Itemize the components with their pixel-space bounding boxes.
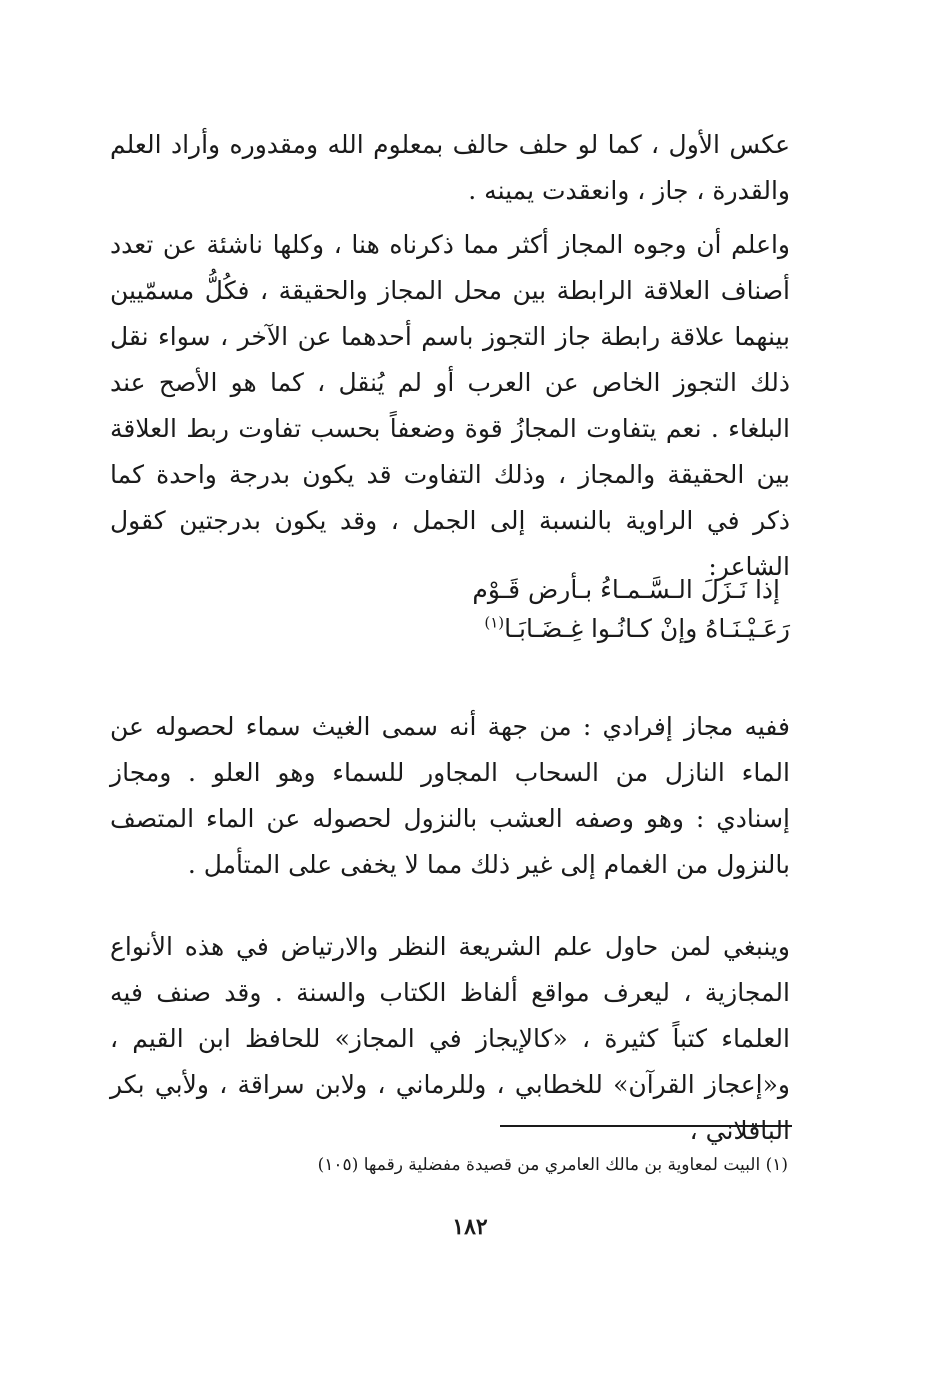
verse-second-hemistich xyxy=(484,609,790,649)
footnote: (١) البيت لمعاوية بن مالك العامري من قصيدة مفضلية رقمها (١٠٥) xyxy=(317,1155,788,1175)
paragraph-3: ففيه مجاز إفرادي : من جهة أنه سمى الغيث سماء لحصوله عن الماء النازل من السحاب المجاور للسماء وهو العلو . ومجاز إسنادي : وهو وصفه العشب بالنزول لحصوله عن الماء المتصف بالنزول من الغمام إلى غير ذلك مما لا يخفى على المتأمل . xyxy=(110,712,790,879)
page-number: ١٨٢ xyxy=(452,1214,488,1240)
paragraph-4: وينبغي لمن حاول علم الشريعة النظر والارتياض في هذه الأنواع المجازية ، ليعرف مواقع ألفاظ الكتاب والسنة . وقد صنف فيه العلماء كتباً كثيرة ، «كالإيجاز في المجاز» للحافظ ابن القيم ، و«إعجاز القرآن» للخطابي ، وللرماني ، ولابن سراقة ، ولأبي بكر الباقلاني ، xyxy=(110,932,790,1145)
verse-second-hemistich-text: رَعَـيْـنَـاهُ وإنْ كـانُـوا غِـضَـابَـا xyxy=(504,614,790,643)
paragraph-1: عكس الأول ، كما لو حلف حالف بمعلوم الله ومقدوره وأراد العلم والقدرة ، جاز ، وانعقدت يمينه . xyxy=(110,130,790,205)
footnote-marker: (١) xyxy=(484,613,505,632)
footnote-divider xyxy=(500,1125,792,1127)
verse-first-hemistich: إذا نَـزَلَ الـسَّـمـاءُ بـأرض قَـوْم xyxy=(472,575,780,604)
paragraph-2: واعلم أن وجوه المجاز أكثر مما ذكرناه هنا ، وكلها ناشئة عن تعدد أصناف العلاقة الرابطة بين محل المجاز والحقيقة ، فكُلُّ مسمّيين بينهما علاقة رابطة جاز التجوز باسم أحدهما عن الآخر ، سواء نقل ذلك التجوز الخاص عن العرب أو لم يُنقل ، كما هو الأصح عند البلغاء . نعم يتفاوت المجازُ قوة وضعفاً بحسب تفاوت ربط العلاقة بين الحقيقة والمجاز ، وذلك التفاوت قد يكون بدرجة واحدة كما ذكر في الراوية بالنسبة إلى الجمل ، وقد يكون بدرجتين كقول الشاعر: xyxy=(110,230,790,581)
